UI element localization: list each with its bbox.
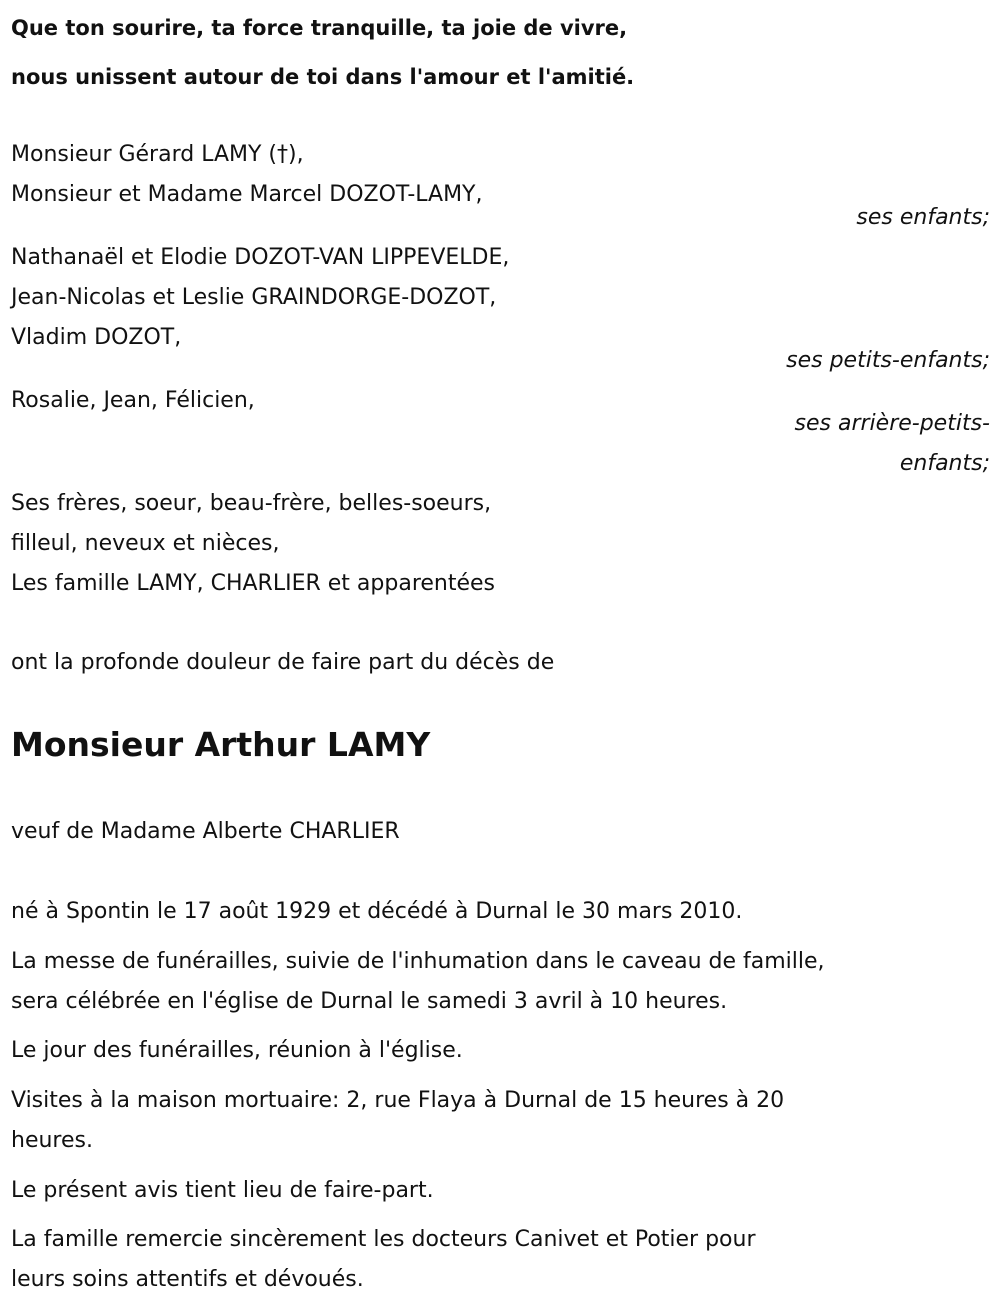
detail-line: heures. xyxy=(11,1128,93,1153)
grandchild-name: Jean-Nicolas et Leslie GRAINDORGE-DOZOT, xyxy=(11,285,497,310)
widower-of: veuf de Madame Alberte CHARLIER xyxy=(11,819,400,844)
grandchild-name: Nathanaël et Elodie DOZOT-VAN LIPPEVELDE, xyxy=(11,245,510,270)
great-grandchildren-label: enfants; xyxy=(899,451,990,476)
detail-line: La messe de funérailles, suivie de l'inhumation dans le caveau de famille, xyxy=(11,949,825,974)
detail-line: Le jour des funérailles, réunion à l'église. xyxy=(11,1038,463,1063)
detail-line: La famille remercie sincèrement les docteurs Canivet et Potier pour xyxy=(11,1227,756,1252)
child-name: Monsieur et Madame Marcel DOZOT-LAMY, xyxy=(11,182,483,207)
great-grandchildren-label: ses arrière-petits- xyxy=(794,411,990,436)
grandchildren-label: ses petits-enfants; xyxy=(786,348,990,373)
detail-line: né à Spontin le 17 août 1929 et décédé à Durnal le 30 mars 2010. xyxy=(11,899,743,924)
detail-line: sera célébrée en l'église de Durnal le samedi 3 avril à 10 heures. xyxy=(11,989,728,1014)
detail-line: Le présent avis tient lieu de faire-part. xyxy=(11,1178,434,1203)
great-grandchild-names: Rosalie, Jean, Félicien, xyxy=(11,388,255,413)
announcement: ont la profonde douleur de faire part du décès de xyxy=(11,650,555,675)
family-line: Les famille LAMY, CHARLIER et apparentées xyxy=(11,571,496,596)
epigraph-line: nous unissent autour de toi dans l'amour et l'amitié. xyxy=(11,65,635,89)
grandchild-name: Vladim DOZOT, xyxy=(11,325,182,350)
detail-line: leurs soins attentifs et dévoués. xyxy=(11,1267,364,1292)
family-line: Ses frères, soeur, beau-frère, belles-soeurs, xyxy=(11,491,492,516)
deceased-name: Monsieur Arthur LAMY xyxy=(11,725,431,764)
epigraph-line: Que ton sourire, ta force tranquille, ta joie de vivre, xyxy=(11,16,628,40)
detail-line: Visites à la maison mortuaire: 2, rue Flaya à Durnal de 15 heures à 20 xyxy=(11,1088,785,1113)
family-line: filleul, neveux et nièces, xyxy=(11,531,280,556)
children-label: ses enfants; xyxy=(856,205,990,230)
child-name: Monsieur Gérard LAMY (†), xyxy=(11,142,304,167)
